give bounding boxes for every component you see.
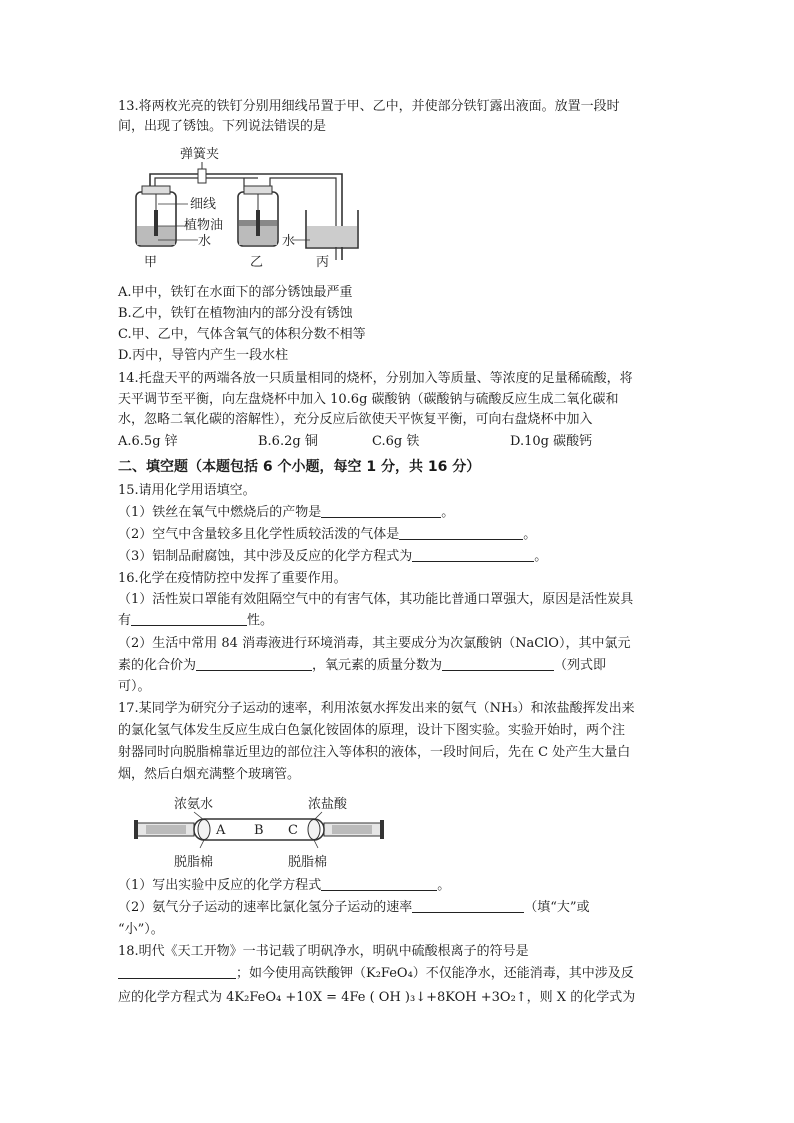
q14-stem-line2: 天平调节至平衡，向左盘烧杯中加入 10.6g 碳酸钠（碳酸钠与硫酸反应生成二氧化碳和 [118,392,619,407]
q17-stem-line1: 17.某同学为研究分子运动的速率，利用浓氨水挥发出来的氨气（NH₃）和浓盐酸挥发出来 [118,701,635,716]
answer-blank[interactable] [442,656,554,671]
q13-stem-line2: 间，出现了锈蚀。下列说法错误的是 [118,119,327,134]
q17-stem-line3: 射器同时向脱脂棉靠近里边的部位注入等体积的液体，一段时间后，先在 C 处产生大量白 [118,745,631,760]
label-cotton-right: 脱脂棉 [288,855,328,870]
label-b: B [254,823,264,838]
q16-part2-line2-start: 素的化合价为 [118,658,197,673]
label-a: A [216,823,226,838]
answer-blank[interactable] [131,611,247,626]
q15-part3 [118,547,547,567]
q17-glass-tube-figure [134,792,384,874]
q16-part2-line2-mid: ，氧元素的质量分数为 [312,658,443,673]
q15-part3-text: （3）铝制品耐腐蚀，其中涉及反应的化学方程式为 [118,549,413,564]
q15-part1-text: （1）铁丝在氧气中燃烧后的产物是 [118,505,322,520]
q15-part1-end: 。 [441,505,455,520]
q16-part2-line2-end: （列式即 [554,658,607,673]
q13-option-b: B.乙中，铁钉在植物油内的部分没有锈蚀 [118,306,353,321]
label-water-left: 水 [198,234,212,249]
q17-part1-text: （1）写出实验中反应的化学方程式 [118,878,322,893]
q17-part2-end: （填“大”或 [524,900,590,915]
q18-stem-line2 [118,964,634,984]
q15-stem: 15.请用化学用语填空。 [118,483,256,498]
q16-stem: 16.化学在疫情防控中发挥了重要作用。 [118,571,347,586]
q15-part1 [118,503,454,523]
label-hcl: 浓盐酸 [308,797,348,812]
q15-part3-end: 。 [534,549,548,564]
q16-part2-line3: 可）。 [118,679,151,694]
q17-stem-line2: 的氯化氢气体发生反应生成白色氯化铵固体的原理，设计下图实验。实验开始时，两个注 [118,723,626,738]
q14-options [118,432,592,452]
q16-part2-line2 [118,656,606,676]
q15-part2 [118,525,536,545]
q18-stem-line2-text: ；如今使用高铁酸钾（K₂FeO₄）不仅能净水，还能消毒，其中涉及反 [236,966,634,981]
label-yi: 乙 [250,255,264,270]
q18-stem-line1: 18.明代《天工开物》一书记载了明矾净水，明矾中硫酸根离子的符号是 [118,944,529,959]
q13-option-d: D.丙中，导管内产生一段水柱 [118,348,289,363]
label-thread: 细线 [190,197,217,212]
q16-part2-line1: （2）生活中常用 84 消毒液进行环境消毒，其主要成分为次氯酸钠（NaClO），其中氯元 [118,636,631,651]
answer-blank[interactable] [321,503,441,518]
q14-option-a: A.6.5g 锌 [118,434,178,449]
label-bing: 丙 [316,255,330,270]
q17-part2 [118,898,590,918]
label-ammonia: 浓氨水 [174,797,214,812]
q16-part1-line1: （1）活性炭口罩能有效阻隔空气中的有害气体，其功能比普通口罩强大，原因是活性炭具 [118,592,634,607]
q16-part1-line2-end: 性。 [247,613,274,628]
answer-blank[interactable] [321,876,437,891]
q13-stem-line1: 13.将两枚光亮的铁钉分别用细线吊置于甲、乙中，并使部分铁钉露出液面。放置一段时 [118,99,620,114]
label-spring-clip: 弹簧夹 [180,147,220,162]
q17-part2-text: （2）氨气分子运动的速率比氯化氢分子运动的速率 [118,900,413,915]
label-cotton-left: 脱脂棉 [174,855,214,870]
q16-part1-line2 [118,611,273,631]
q14-stem-line1: 14.托盘天平的两端各放一只质量相同的烧杯，分别加入等质量、等浓度的足量稀硫酸，将 [118,371,633,386]
section-heading: 二、填空题（本题包括 6 个小题，每空 1 分，共 16 分） [118,459,481,475]
q13-option-a: A.甲中，铁钉在水面下的部分锈蚀最严重 [118,285,353,300]
q17-part1-end: 。 [437,878,451,893]
q14-option-c: C.6g 铁 [372,434,420,449]
label-c: C [288,823,298,838]
label-plant-oil: 植物油 [184,218,224,233]
q16-part1-line2-start: 有 [118,613,132,628]
q13-apparatus-figure [122,140,362,270]
answer-blank[interactable] [412,898,524,913]
answer-blank[interactable] [196,656,312,671]
q15-part2-text: （2）空气中含量较多且化学性质较活泼的气体是 [118,527,400,542]
answer-blank[interactable] [118,964,236,979]
q17-part2-line2: “小”）。 [118,922,164,937]
label-water-right: 水 [282,234,296,249]
label-jia: 甲 [144,255,158,270]
q14-option-b: B.6.2g 铜 [258,434,318,449]
q18-stem-line3: 应的化学方程式为 4K₂FeO₄ +10X = 4Fe ( OH )₃↓+8KOH +3O₂↑，则 X 的化学式为 [118,990,636,1005]
answer-blank[interactable] [412,547,534,562]
q14-stem-line3: 水，忽略二氧化碳的溶解性），充分反应后欲使天平恢复平衡，可向右盘烧杯中加入 [118,412,593,427]
q17-part1 [118,876,450,896]
q14-option-d: D.10g 碳酸钙 [510,434,593,449]
answer-blank[interactable] [399,525,523,540]
q13-option-c: C.甲、乙中，气体含氧气的体积分数不相等 [118,327,366,342]
q15-part2-end: 。 [523,527,537,542]
q17-stem-line4: 烟，然后白烟充满整个玻璃管。 [118,767,301,782]
